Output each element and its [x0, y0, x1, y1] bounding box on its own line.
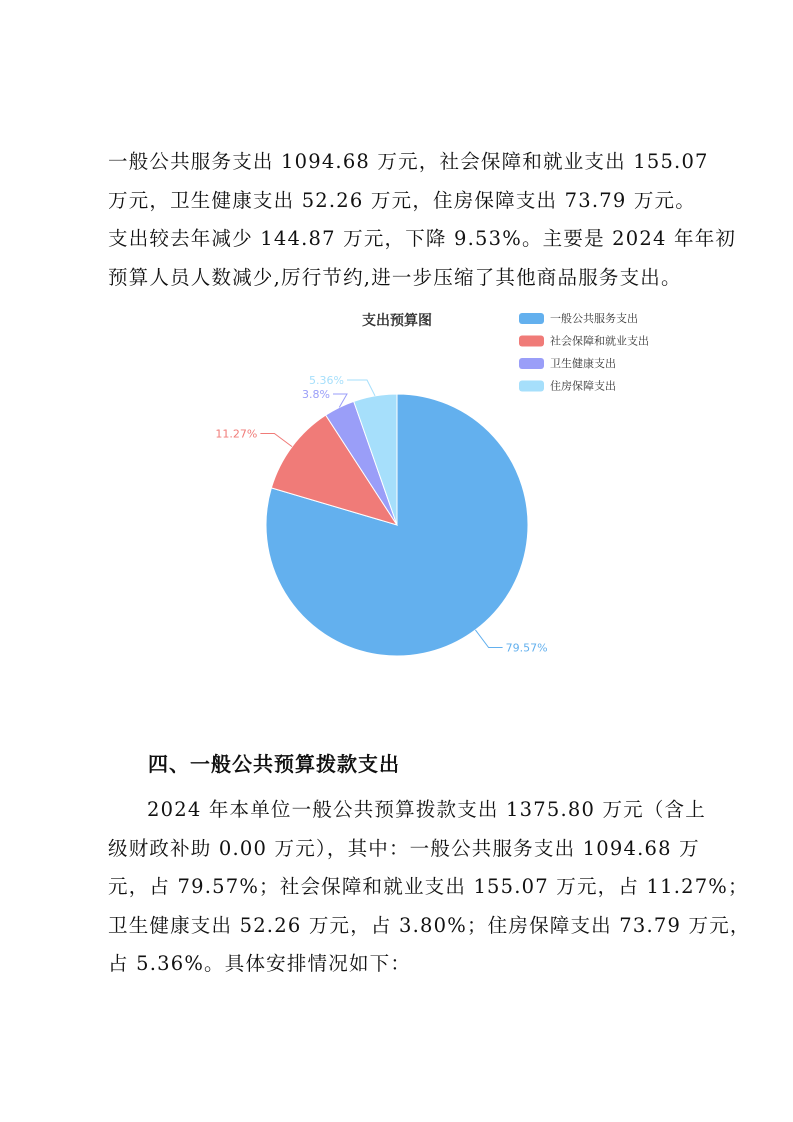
intro-line: 预算人员人数减少,厉行节约,进一步压缩了其他商品服务支出。: [108, 265, 682, 289]
legend-swatch-social-security-employment[interactable]: [519, 336, 544, 347]
body-paragraph: [108, 791, 751, 984]
body-line: 元，占 79.57%；社会保障和就业支出 155.07 万元，占 11.27%；: [108, 875, 749, 898]
intro-paragraph: [108, 143, 737, 297]
body-line: 卫生健康支出 52.26 万元，占 3.80%；住房保障支出 73.79 万元，: [108, 913, 751, 937]
chart-title: 支出预算图: [362, 313, 432, 329]
leader-line-housing: [347, 380, 375, 396]
body-line: 2024 年本单位一般公共预算拨款支出 1375.80 万元（含上: [147, 798, 706, 821]
legend-swatch-housing[interactable]: [519, 381, 544, 392]
legend-swatch-health[interactable]: [519, 358, 544, 369]
leader-line-general-public-service: [475, 630, 502, 648]
legend-label-social-security-employment[interactable]: 社会保障和就业支出: [550, 334, 649, 348]
data-label-housing: 5.36%: [309, 374, 344, 387]
intro-line: 一般公共服务支出 1094.68 万元，社会保障和就业支出 155.07: [108, 150, 709, 173]
legend-label-general-public-service[interactable]: 一般公共服务支出: [550, 312, 638, 325]
intro-line: 支出较去年减少 144.87 万元，下降 9.53%。主要是 2024 年年初: [108, 227, 737, 250]
data-label-health: 3.8%: [302, 388, 330, 401]
data-label-general-public-service: 79.57%: [505, 641, 548, 655]
body-line: 占 5.36%。具体安排情况如下：: [108, 952, 412, 975]
intro-line: 万元，卫生健康支出 52.26 万元，住房保障支出 73.79 万元。: [108, 188, 696, 212]
section-heading: 四、一般公共预算拨款支出: [148, 752, 400, 776]
leader-line-social-security-employment: [260, 433, 292, 446]
chart-legend: [519, 311, 649, 393]
expenditure-pie-chart: [200, 305, 680, 665]
body-line: 级财政补助 0.00 万元），其中：一般公共服务支出 1094.68 万: [108, 836, 700, 860]
legend-swatch-general-public-service[interactable]: [519, 313, 544, 324]
data-label-social-security-employment: 11.27%: [215, 427, 258, 441]
legend-label-housing[interactable]: 住房保障支出: [550, 379, 616, 393]
legend-label-health[interactable]: 卫生健康支出: [550, 357, 616, 370]
